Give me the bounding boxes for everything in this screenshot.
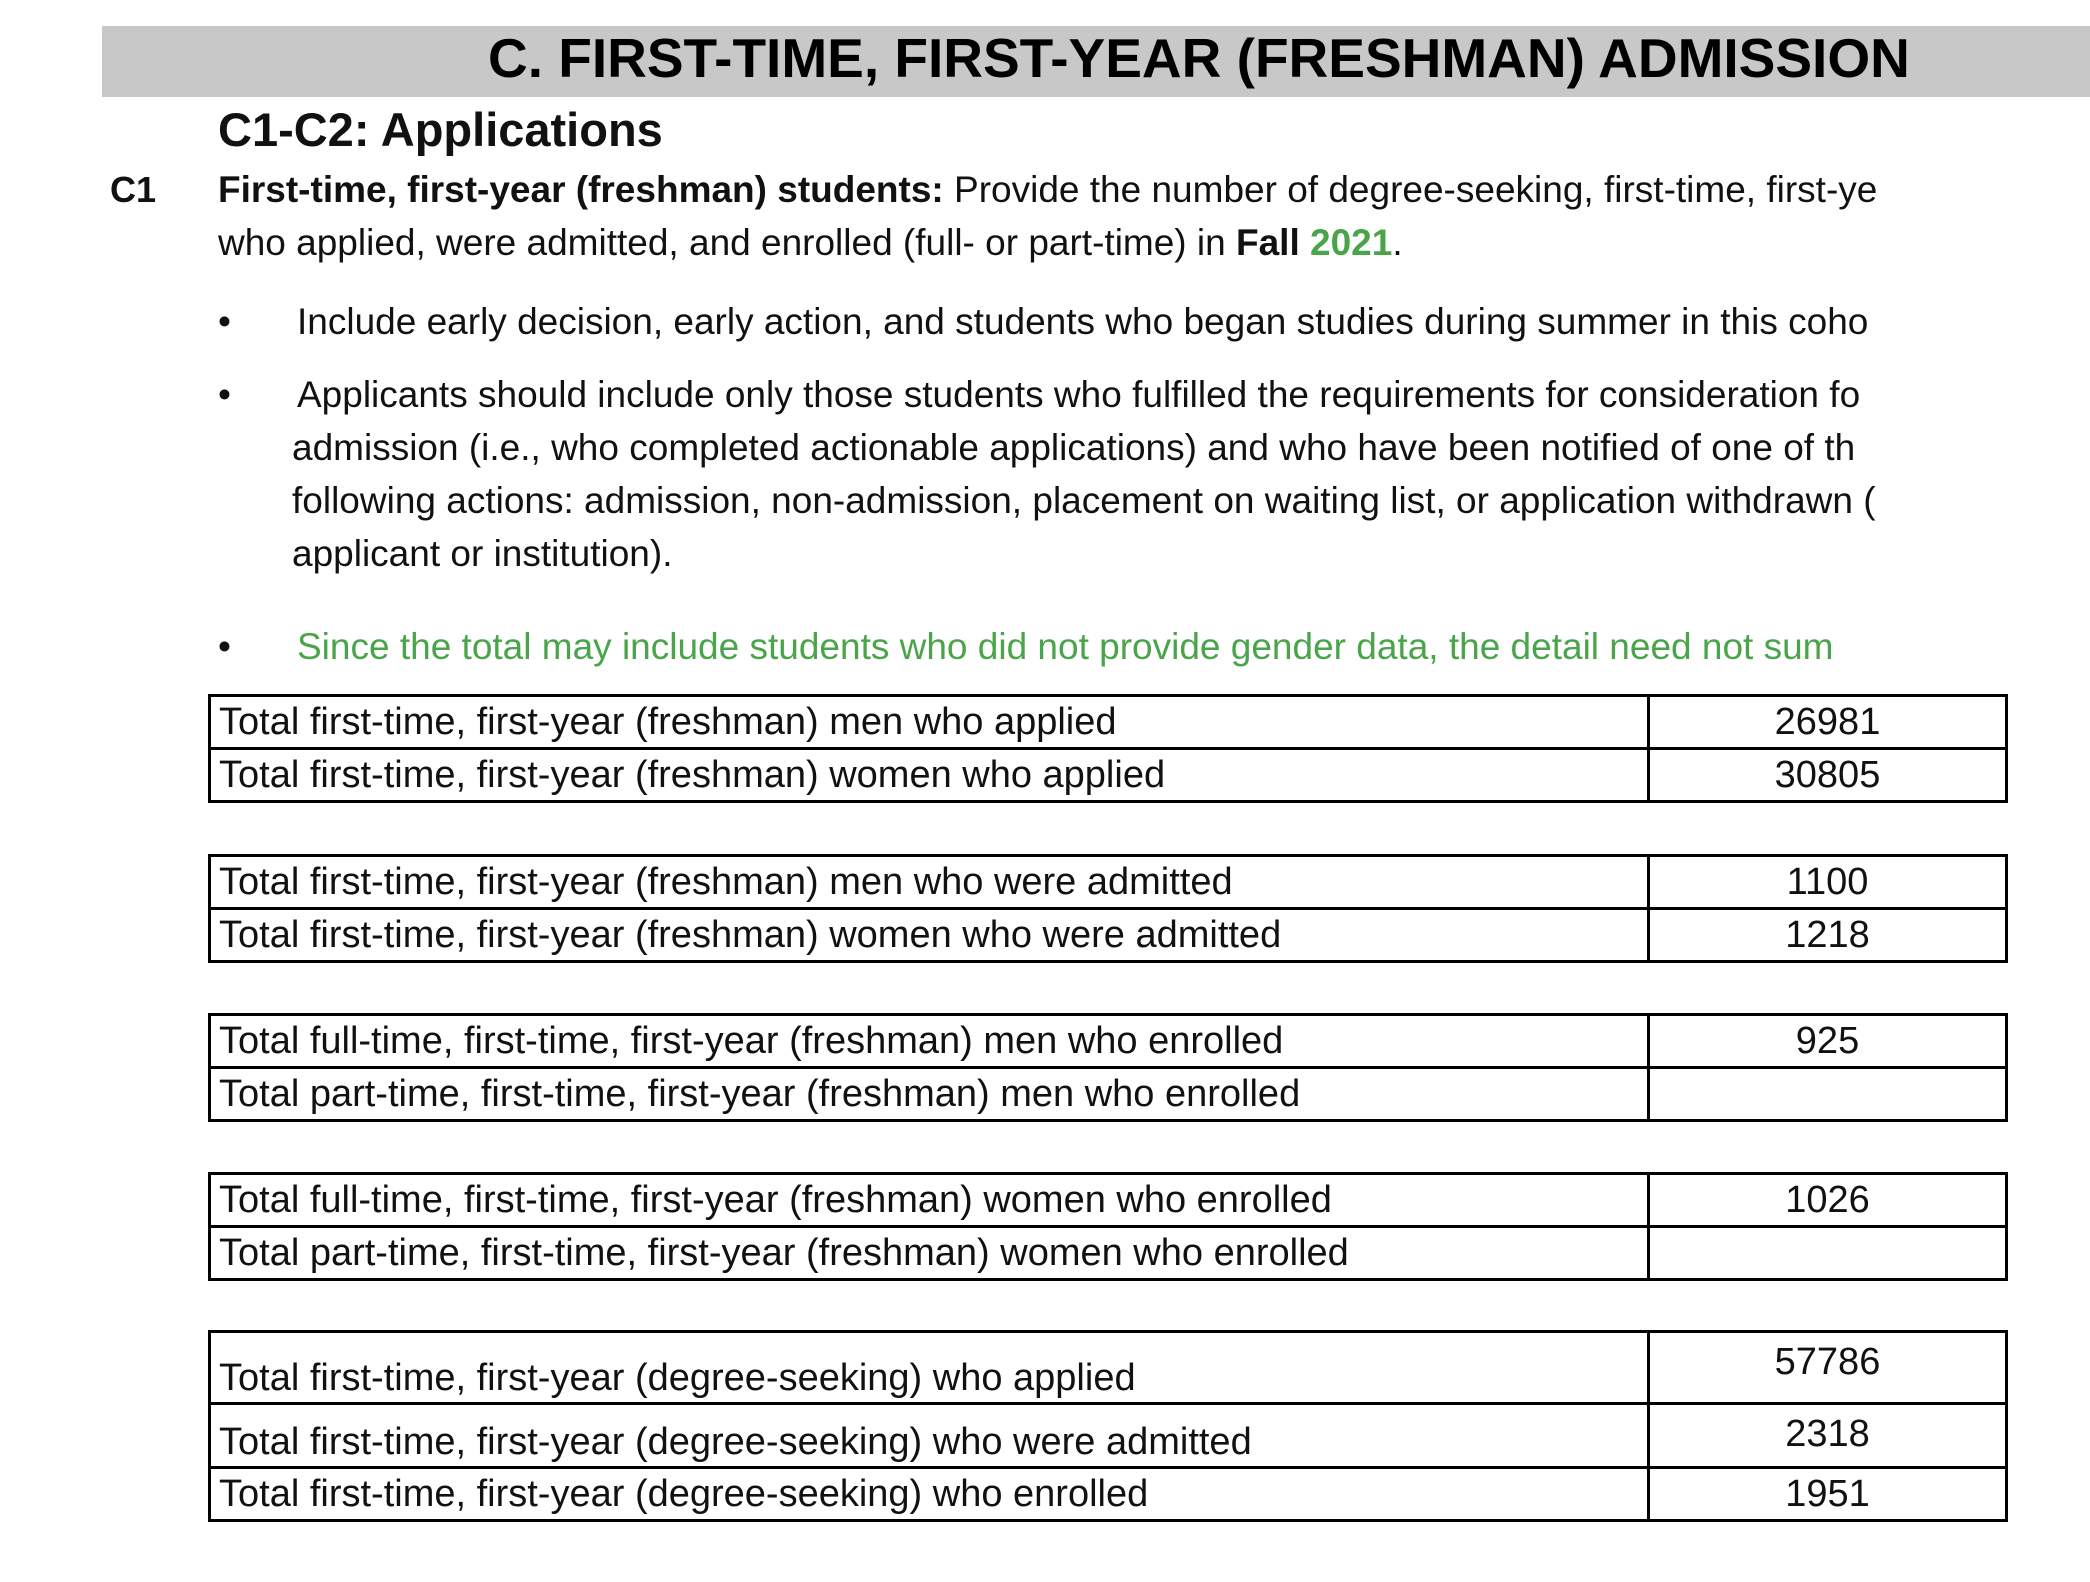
- row-label: Total first-time, first-year (freshman) men who were admitted: [210, 856, 1649, 909]
- row-value[interactable]: [1649, 1068, 2007, 1121]
- page-title: C. FIRST-TIME, FIRST-YEAR (FRESHMAN) ADMISSION: [488, 27, 1910, 89]
- row-label: Total part-time, first-time, first-year (freshman) men who enrolled: [210, 1068, 1649, 1121]
- bullet-icon: •: [218, 301, 231, 342]
- row-label: Total first-time, first-year (degree-seeking) who were admitted: [210, 1404, 1649, 1468]
- table-row: [210, 1227, 2007, 1280]
- row-value[interactable]: 1218: [1649, 909, 2007, 962]
- table-row: [210, 1468, 2007, 1521]
- c1-intro-bold: First-time, first-year (freshman) students:: [218, 169, 944, 210]
- bullet-2-line-3: following actions: admission, non-admission, placement on waiting list, or application withdrawn (: [292, 480, 1876, 521]
- row-label: Total full-time, first-time, first-year (freshman) women who enrolled: [210, 1174, 1649, 1227]
- section-title: C1-C2: Applications: [218, 103, 663, 156]
- bullet-1-text: Include early decision, early action, and students who began studies during summer in this coho: [297, 301, 1869, 342]
- bullet-icon: •: [218, 374, 231, 415]
- table-row: [210, 1068, 2007, 1121]
- row-label: Total first-time, first-year (freshman) women who applied: [210, 749, 1649, 802]
- table-row: [210, 909, 2007, 962]
- c1-intro: [218, 166, 1877, 214]
- row-value[interactable]: 1100: [1649, 856, 2007, 909]
- bullet-2-line-2: admission (i.e., who completed actionable applications) and who have been notified of one of th: [292, 427, 1856, 468]
- table-row: [210, 749, 2007, 802]
- c1-intro-rest: Provide the number of degree-seeking, first-time, first-ye: [943, 169, 1878, 210]
- row-label: Total part-time, first-time, first-year (freshman) women who enrolled: [210, 1227, 1649, 1280]
- table-row: [210, 1174, 2007, 1227]
- totals-table: [208, 1330, 2008, 1522]
- row-value[interactable]: 26981: [1649, 696, 2007, 749]
- bullet-2-line-4: applicant or institution).: [292, 533, 673, 574]
- row-value[interactable]: [1649, 1227, 2007, 1280]
- table-row: [210, 1015, 2007, 1068]
- row-value[interactable]: 57786: [1649, 1332, 2007, 1404]
- applied-table: [208, 694, 2008, 803]
- row-value[interactable]: 1026: [1649, 1174, 2007, 1227]
- row-value[interactable]: 925: [1649, 1015, 2007, 1068]
- row-label: Total first-time, first-year (freshman) men who applied: [210, 696, 1649, 749]
- item-code: C1: [110, 169, 157, 210]
- row-label: Total first-time, first-year (degree-seeking) who enrolled: [210, 1468, 1649, 1521]
- bullet-3-text: Since the total may include students who did not provide gender data, the detail need not sum: [297, 626, 1834, 667]
- table-row: [210, 1332, 2007, 1404]
- row-label: Total first-time, first-year (degree-seeking) who applied: [210, 1332, 1649, 1404]
- c1-term: Fall: [1236, 222, 1300, 263]
- row-label: Total full-time, first-time, first-year (freshman) men who enrolled: [210, 1015, 1649, 1068]
- table-row: [210, 696, 2007, 749]
- row-value[interactable]: 1951: [1649, 1468, 2007, 1521]
- table-row: [210, 1404, 2007, 1468]
- women-enrolled-table: [208, 1172, 2008, 1281]
- c1-line2-end: .: [1392, 222, 1403, 263]
- bullet-icon: •: [218, 626, 231, 667]
- row-value[interactable]: 30805: [1649, 749, 2007, 802]
- admitted-table: [208, 854, 2008, 963]
- row-label: Total first-time, first-year (freshman) women who were admitted: [210, 909, 1649, 962]
- c1-intro-line2: [218, 219, 1403, 267]
- c1-line2-text: who applied, were admitted, and enrolled (full- or part-time) in: [218, 222, 1236, 263]
- c1-year: 2021: [1310, 222, 1393, 263]
- bullet-2-line-1: Applicants should include only those students who fulfilled the requirements for consideration fo: [297, 374, 1861, 415]
- men-enrolled-table: [208, 1013, 2008, 1122]
- table-row: [210, 856, 2007, 909]
- row-value[interactable]: 2318: [1649, 1404, 2007, 1468]
